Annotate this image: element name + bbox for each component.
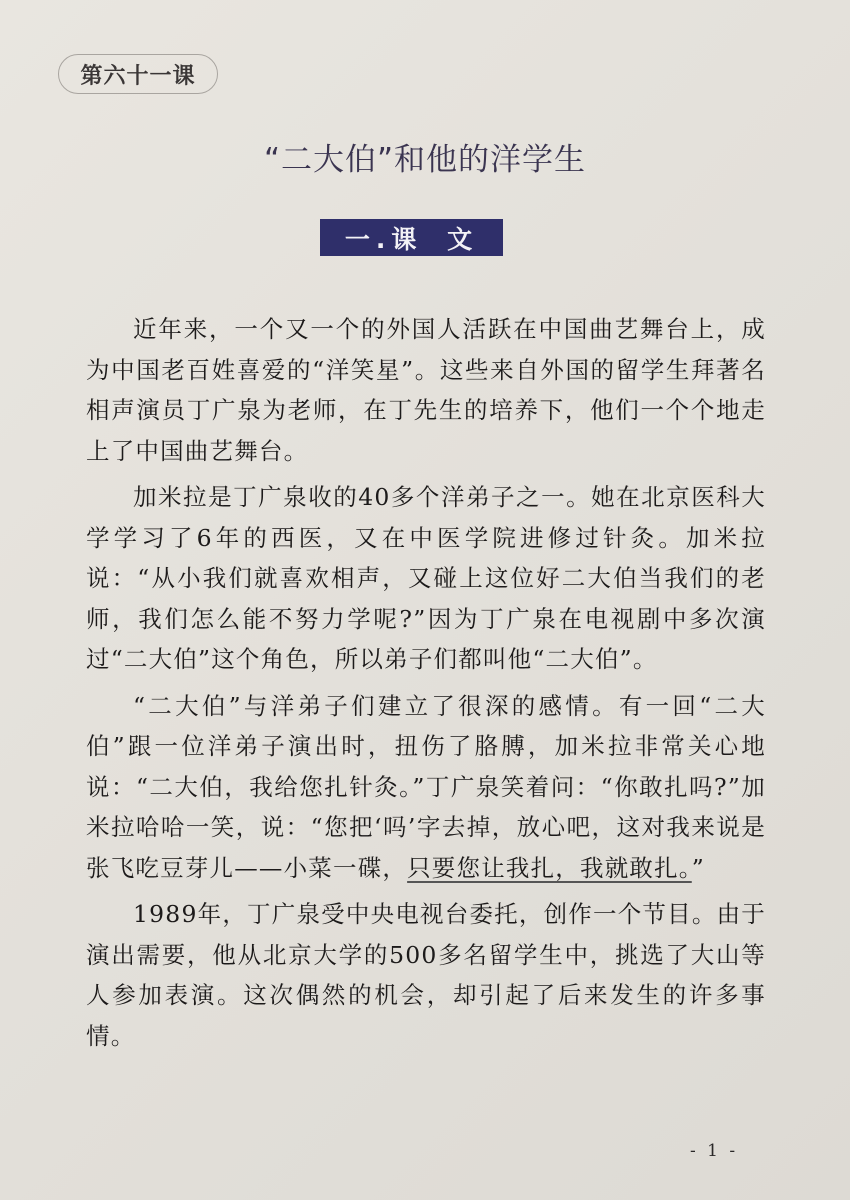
paragraph-1: 近年来，一个又一个的外国人活跃在中国曲艺舞台上，成为中国老百姓喜爱的“洋笑星”。这些来自外国的留学生拜著名相声演员丁广泉为老师，在丁先生的培养下，他们一个个地走上了中国曲艺舞台。 xyxy=(86,315,766,465)
section-heading-text: 一.课 文 xyxy=(320,219,503,256)
closing-quote: ” xyxy=(691,853,705,882)
lesson-title: “二大伯”和他的洋学生 xyxy=(263,142,587,178)
page-number: - 1 - xyxy=(690,1141,739,1161)
paragraph-3 xyxy=(86,686,766,889)
underlined-sentence: 只要您让我扎，我就敢扎。 xyxy=(407,853,692,882)
lesson-number-badge: 第六十一课 xyxy=(58,54,218,94)
paragraph-4: 1989年，丁广泉受中央电视台委托，创作一个节目。由于演出需要，他从北京大学的500多名留学生中，挑选了大山等人参加表演。这次偶然的机会，却引起了后来发生的许多事情。 xyxy=(86,900,766,1050)
paragraph-3-text: “二大伯”与洋弟子们建立了很深的感情。有一回“二大伯”跟一位洋弟子演出时，扭伤了胳膊，加米拉非常关心地说：“二大伯，我给您扎针灸。”丁广泉笑着问：“你敢扎吗?”加米拉哈哈一笑，说：“您把‘吗’字去掉，放心吧，这对我来说是张飞吃豆芽儿——小菜一碟， xyxy=(86,691,766,882)
paragraph-2: 加米拉是丁广泉收的40多个洋弟子之一。她在北京医科大学学习了6年的西医，又在中医学院进修过针灸。加米拉说：“从小我们就喜欢相声，又碰上这位好二大伯当我们的老师，我们怎么能不努力学呢?”因为丁广泉在电视剧中多次演过“二大伯”这个角色，所以弟子们都叫他“二大伯”。 xyxy=(86,483,766,673)
lesson-body xyxy=(86,309,766,1062)
